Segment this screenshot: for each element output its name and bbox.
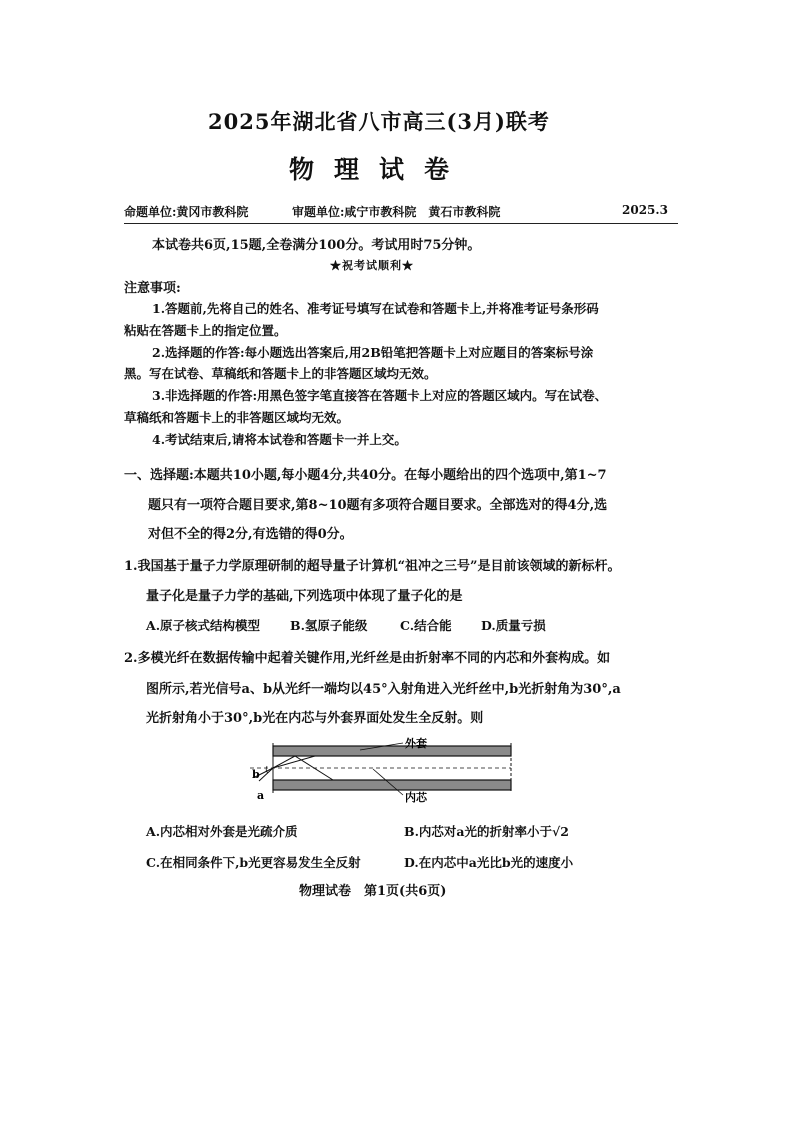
note-line: 黑。写在试卷、草稿纸和答题卡上的非答题区域均无效。 (124, 366, 437, 381)
author-unit: 命题单位:黄冈市教科院 (124, 205, 249, 219)
q2-stem: 2.多模光纤在数据传输中起着关键作用,光纤丝是由折射率不同的内芯和外套构成。如 (124, 651, 611, 666)
incidence-angle-arc (266, 766, 268, 773)
section1-instructions: 对但不全的得2分,有选错的得0分。 (148, 527, 353, 542)
q2-stem: 图所示,若光信号a、b从光纤一端均以45°入射角进入光纤丝中,b光折射角为30°,a (146, 682, 621, 697)
section1-instructions: 一、选择题:本题共10小题,每小题4分,共40分。在每小题给出的四个选项中,第1~7 (124, 468, 607, 483)
header-divider (124, 223, 678, 224)
refracted-ray-a (273, 756, 315, 768)
q2-stem: 光折射角小于30°,b光在内芯与外套界面处发生全反射。则 (146, 711, 484, 726)
optical-fiber-figure (245, 733, 535, 803)
subject-title: 物理试卷 (289, 155, 470, 184)
note-line: 2.选择题的作答:每小题选出答案后,用2B铅笔把答题卡上对应题目的答案标号涂 (152, 345, 594, 360)
exam-title: 2025年湖北省八市高三(3月)联考 (208, 109, 550, 134)
exam-date: 2025.3 (622, 203, 668, 217)
q1-stem: 1.我国基于量子力学原理研制的超导量子计算机“祖冲之三号”是目前该领域的新标杆。 (124, 559, 621, 574)
refracted-ray-b (273, 756, 295, 768)
outer-cladding-label: 外套 (405, 737, 427, 750)
note-line: 4.考试结束后,请将本试卷和答题卡一并上交。 (152, 432, 407, 447)
note-line: 3.非选择题的作答:用黑色签字笔直接答在答题卡上对应的答题区域内。写在试卷、 (152, 388, 608, 403)
q2-option-d: D.在内芯中a光比b光的速度小 (404, 855, 574, 870)
note-line: 草稿纸和答题卡上的非答题区域均无效。 (124, 410, 350, 425)
q1-option-b: B.氢原子能级 (290, 618, 368, 633)
good-luck-note: ★祝考试顺利★ (330, 259, 414, 272)
outer-cladding-top (273, 746, 511, 756)
review-unit: 审题单位:咸宁市教科院 黄石市教科院 (292, 205, 501, 219)
page-footer: 物理试卷 第1页(共6页) (299, 884, 447, 899)
q2-option-c: C.在相同条件下,b光更容易发生全反射 (146, 855, 361, 870)
q2-option-b: B.内芯对a光的折射率小于√2 (404, 824, 569, 839)
q1-option-a: A.原子核式结构模型 (146, 618, 261, 633)
note-line: 1.答题前,先将自己的姓名、准考证号填写在试卷和答题卡上,并将准考证号条形码 (152, 301, 599, 316)
note-line: 粘贴在答题卡上的指定位置。 (124, 323, 287, 338)
section1-instructions: 题只有一项符合题目要求,第8~10题有多项符合题目要求。全部选对的得4分,选 (148, 498, 608, 513)
ray-a-label: a (257, 789, 265, 802)
exam-intro: 本试卷共6页,15题,全卷满分100分。考试用时75分钟。 (152, 238, 481, 253)
q2-option-a: A.内芯相对外套是光疏介质 (146, 824, 298, 839)
ray-b-label: b (252, 768, 260, 781)
inner-core-label: 内芯 (405, 791, 427, 803)
q1-stem: 量子化是量子力学的基础,下列选项中体现了量子化的是 (146, 589, 463, 604)
notes-heading: 注意事项: (124, 281, 181, 296)
q1-option-d: D.质量亏损 (481, 618, 546, 633)
q1-option-c: C.结合能 (400, 618, 452, 633)
